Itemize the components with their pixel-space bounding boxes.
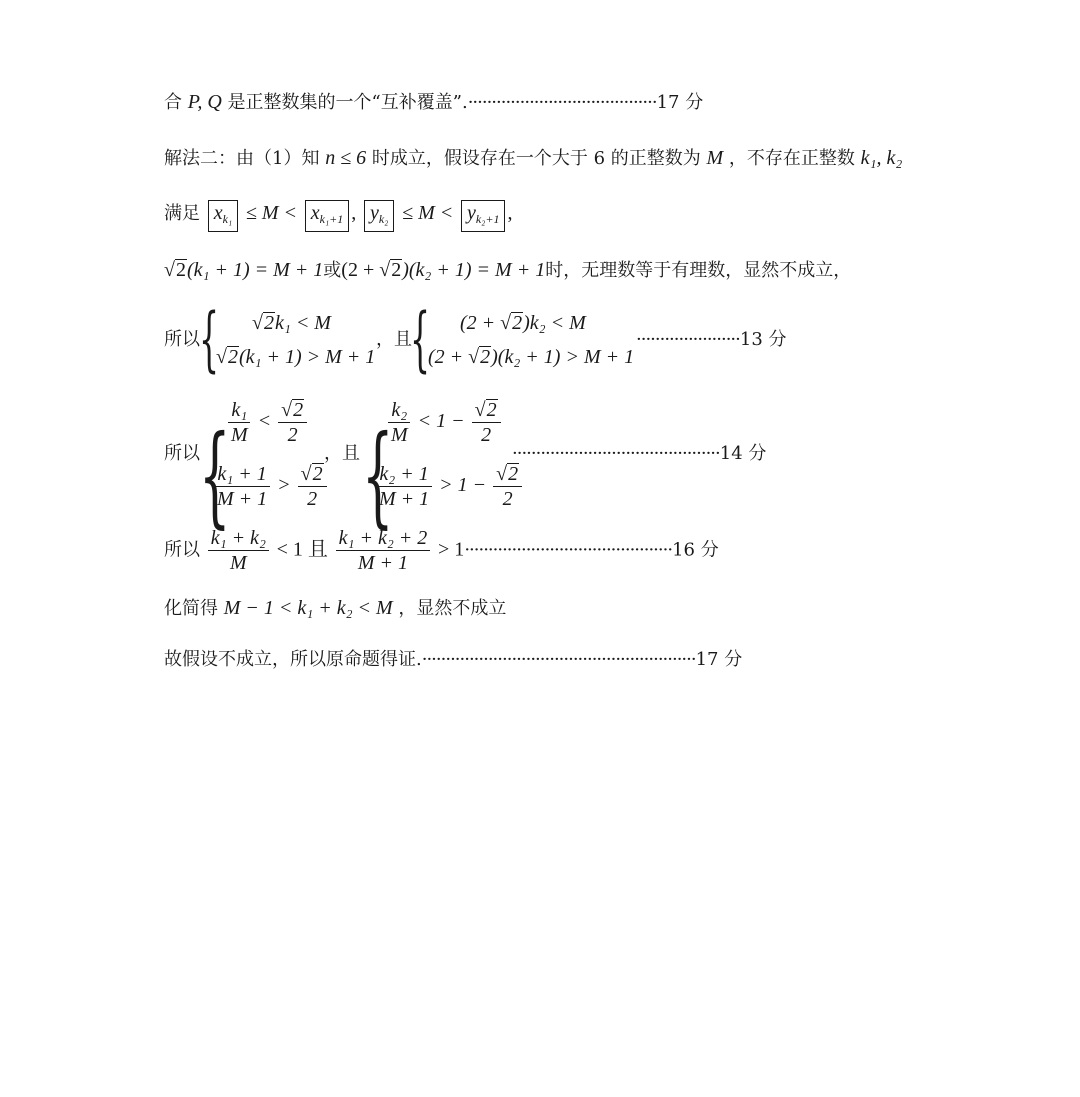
left-brace: { <box>410 298 431 380</box>
left-brace: { <box>199 298 220 380</box>
math: $\frac{\text{k₂ + 1}}{M + 1}$ > 1 − $\frac{√2}{2}$ <box>374 462 524 511</box>
text: 时成立，假设存在一个大于 6 的正整数为 <box>366 148 707 169</box>
leader-dots: ········································ <box>467 92 657 113</box>
text: 满足 <box>164 203 206 224</box>
math: √2(k₁ + 1) > M + 1 <box>216 346 376 368</box>
math: $\frac{\text{k₁ + 1}}{M + 1}$ > $\frac{√2}{2}$ <box>212 462 329 511</box>
text: 解法二：由（1）知 <box>164 148 326 169</box>
fraction: $\frac{\text{k₁ + k₂ + 2}}{M + 1}$ <box>336 526 431 575</box>
leader-dots: ·························································· <box>421 649 696 670</box>
score: 17 分 <box>656 92 704 113</box>
math: (2 + √2)k₂ < M <box>460 312 586 334</box>
score: 16 分 <box>672 539 719 561</box>
line-3 <box>164 200 512 232</box>
math: ≤ M < <box>245 202 297 224</box>
math: , <box>351 202 357 224</box>
floor-bracket: $x_{k_1}$ <box>208 200 238 232</box>
score-line: ······················13 分 <box>636 329 787 350</box>
math: k₁, k₂ <box>860 147 903 169</box>
fraction: $\frac{\text{k₁ + k₂}}{M}$ <box>208 526 269 575</box>
math: P, Q <box>187 91 222 113</box>
leader-dots: ············································ <box>464 539 673 561</box>
text: ，显然不成立 <box>392 598 507 619</box>
text: 所以 <box>164 539 200 561</box>
math: n ≤ 6 <box>325 147 367 169</box>
text: ，不存在正整数 <box>723 148 861 169</box>
line-2 <box>164 146 902 171</box>
text: ，且 <box>324 443 360 464</box>
text: ，且 <box>376 329 412 350</box>
text: 合 <box>164 92 188 113</box>
line-4: √2(k₁ + 1) = M + 1或(2 + √2)(k₂ + 1) = M + 1时，无理数等于有理数，显然不成立， <box>164 259 852 281</box>
math: (2 + <box>341 259 380 281</box>
left-brace: { <box>199 411 231 539</box>
math: (k₁ + 1) = M + 1 <box>186 259 324 281</box>
math: M − 1 < k₁ + k₂ < M <box>223 597 393 619</box>
sqrt: 2 <box>175 259 186 281</box>
math: (2 + √2)(k₂ + 1) > M + 1 <box>428 346 635 368</box>
math: M <box>706 147 724 169</box>
line-9 <box>164 648 742 672</box>
floor-bracket: $y_{k_2}$ <box>364 200 394 232</box>
math: < 1 且 <box>276 538 328 561</box>
floor-bracket: $y_{k_2+1}$ <box>461 200 506 232</box>
math: , <box>507 202 513 224</box>
text: 故假设不成立，所以原命题得证. <box>164 649 422 670</box>
text: 时，无理数等于有理数，显然不成立， <box>545 260 852 281</box>
math: √2k₁ < M <box>252 312 331 334</box>
text: 所以 <box>164 329 200 350</box>
text: 或 <box>323 260 342 281</box>
line-7 <box>164 526 719 575</box>
text: 所以 <box>164 443 200 464</box>
score-line: ············································14 分 <box>512 443 767 464</box>
math: ≤ M < <box>402 202 454 224</box>
line-8 <box>164 596 506 621</box>
left-brace: { <box>362 411 394 539</box>
text: 是正整数集的一个“互补覆盖”. <box>221 92 468 113</box>
math: > 1 <box>438 538 465 561</box>
math: )(k₂ + 1) = M + 1 <box>402 259 546 281</box>
score: 17 分 <box>695 649 743 670</box>
text: 化简得 <box>164 598 224 619</box>
sqrt: 2 <box>391 259 402 281</box>
line-1 <box>164 90 703 115</box>
floor-bracket: $x_{k_1+1}$ <box>305 200 350 232</box>
math: $\frac{\text{k₁}}{M}$ < $\frac{√2}{2}$ <box>226 398 309 447</box>
math: $\frac{\text{k₂}}{M}$ < 1 − $\frac{√2}{2}$ <box>386 398 503 447</box>
